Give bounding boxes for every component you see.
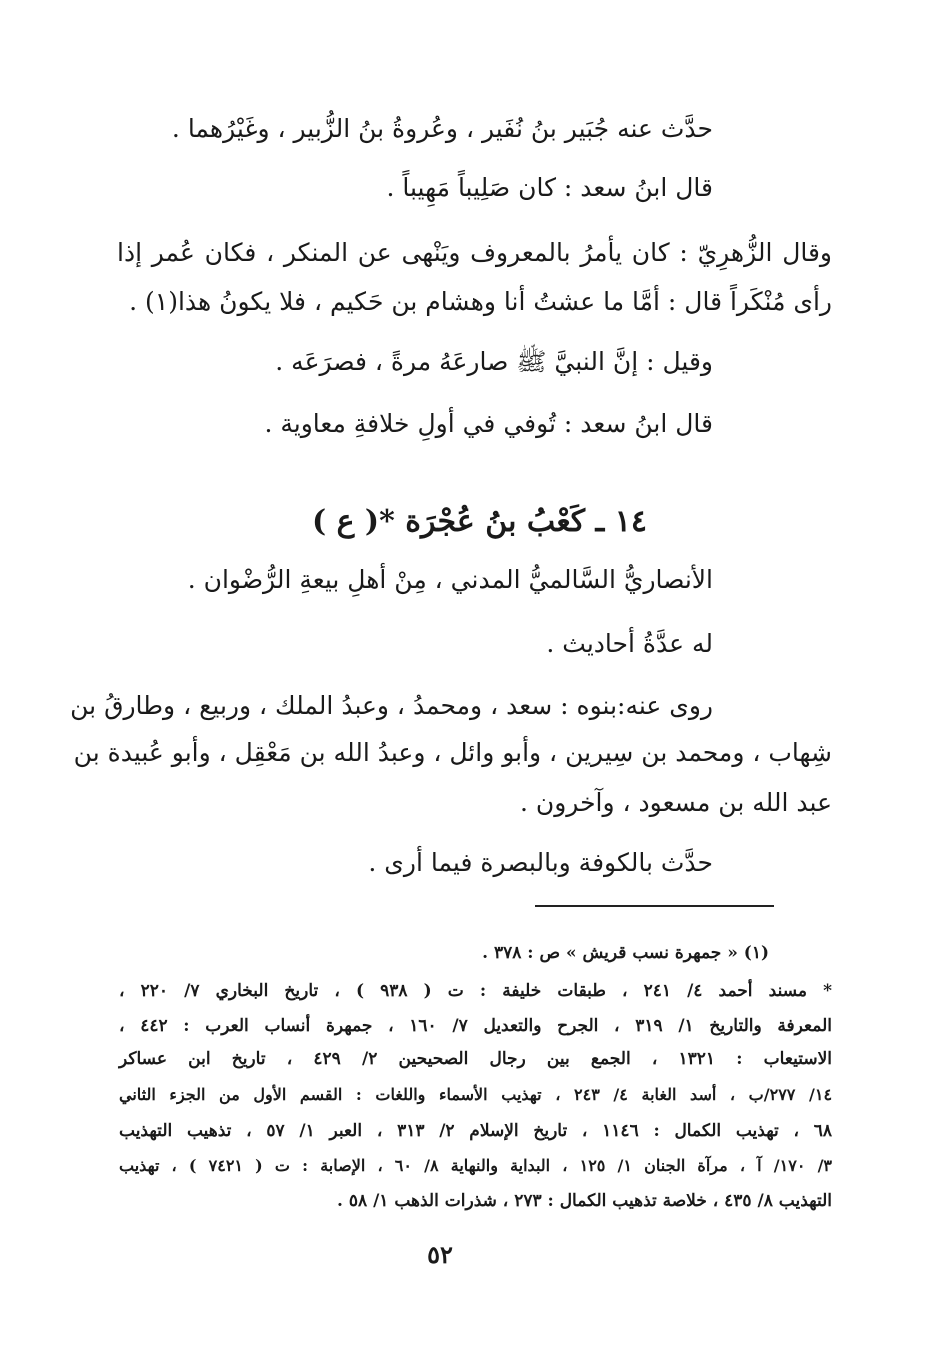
section-line: الأنصاريُّ السَّالميُّ المدني ، مِنْ أهلِ بيعةِ الرُّضْوان . — [187, 565, 713, 594]
body-line: قال ابنُ سعد : كان صَلِيباً مَهِيباً . — [386, 173, 713, 202]
section-line: روى عنه:بنوه : سعد ، ومحمدُ ، وعبدُ الملك ، وربيع ، وطارقُ بن — [70, 691, 713, 720]
footnote-line: التهذيب ٨/ ٤٣٥ ، خلاصة تذهيب الكمال : ٢٧٣ ، شذرات الذهب ١/ ٥٨ . — [337, 1191, 832, 1211]
section-line: عبد الله بن مسعود ، وآخرون . — [519, 788, 832, 817]
section-line: شِهاب ، ومحمد بن سِيرين ، وأبو وائل ، وعبدُ الله بن مَعْقِل ، وأبو عُبيدة بن — [73, 738, 832, 767]
body-line: وقيل : إنَّ النبيَّ ﷺ صارعَهُ مرةً ، فصرَعَه . — [275, 347, 713, 376]
body-line: قال ابنُ سعد : تُوفي في أولِ خلافةِ معاوية . — [264, 409, 713, 438]
section-line: حدَّث بالكوفة وبالبصرة فيما أرى . — [368, 848, 713, 877]
footnote-line: ٣/ ١٧٠/ آ ، مرآة الجنان ١/ ١٢٥ ، البداية والنهاية ٨/ ٦٠ ، الإصابة : ت ( ٧٤٢١ ) ، تهذيب — [119, 1156, 833, 1175]
body-line: رأى مُنْكَراً قال : أمَّا ما عشتُ أنا وهشام بن حَكيم ، فلا يكونُ هذا(١) . — [129, 287, 832, 316]
body-line: حدَّث عنه جُبَير بنُ نُفَير ، وعُروةُ بنُ الزُّبير ، وغَيْرُهما . — [171, 114, 713, 143]
section-line: له عدَّةُ أحاديث . — [546, 629, 713, 658]
footnote-separator — [535, 905, 774, 907]
footnote-line: ٦٨ ، تهذيب الكمال : ١١٤٦ ، تاريخ الإسلام ٢/ ٣١٣ ، العبر ١/ ٥٧ ، تذهيب التهذيب — [119, 1121, 832, 1141]
page-number: ٥٢ — [427, 1240, 453, 1269]
footnote-line: ١٤/ ٢٧٧/ب ، أسد الغابة ٤/ ٢٤٣ ، تهذيب الأسماء واللغات : القسم الأول من الجزء الثاني — [119, 1085, 833, 1104]
footnote-line: الاستيعاب : ١٣٢١ ، الجمع بين رجال الصحيحين ٢/ ٤٢٩ ، تاريخ ابن عساكر — [119, 1049, 832, 1069]
section-heading: ١٤ ـ كَعْبُ بنُ عُجْرَة *( ع ) — [311, 504, 647, 539]
footnote-line: * مسند أحمد ٤/ ٢٤١ ، طبقات خليفة : ت ( ٩٣٨ ) ، تاريخ البخاري ٧/ ٢٢٠ ، — [119, 981, 832, 1001]
footnote-line: المعرفة والتاريخ ١/ ٣١٩ ، الجرح والتعديل ٧/ ١٦٠ ، جمهرة أنساب العرب : ٤٤٢ ، — [119, 1016, 832, 1036]
footnote-line: (١) « جمهرة نسب قريش » ص : ٣٧٨ . — [482, 943, 769, 963]
body-line: وقال الزُّهرِيّ : كان يأمرُ بالمعروف ويَنْهى عن المنكر ، فكان عُمر إذا — [117, 238, 832, 267]
